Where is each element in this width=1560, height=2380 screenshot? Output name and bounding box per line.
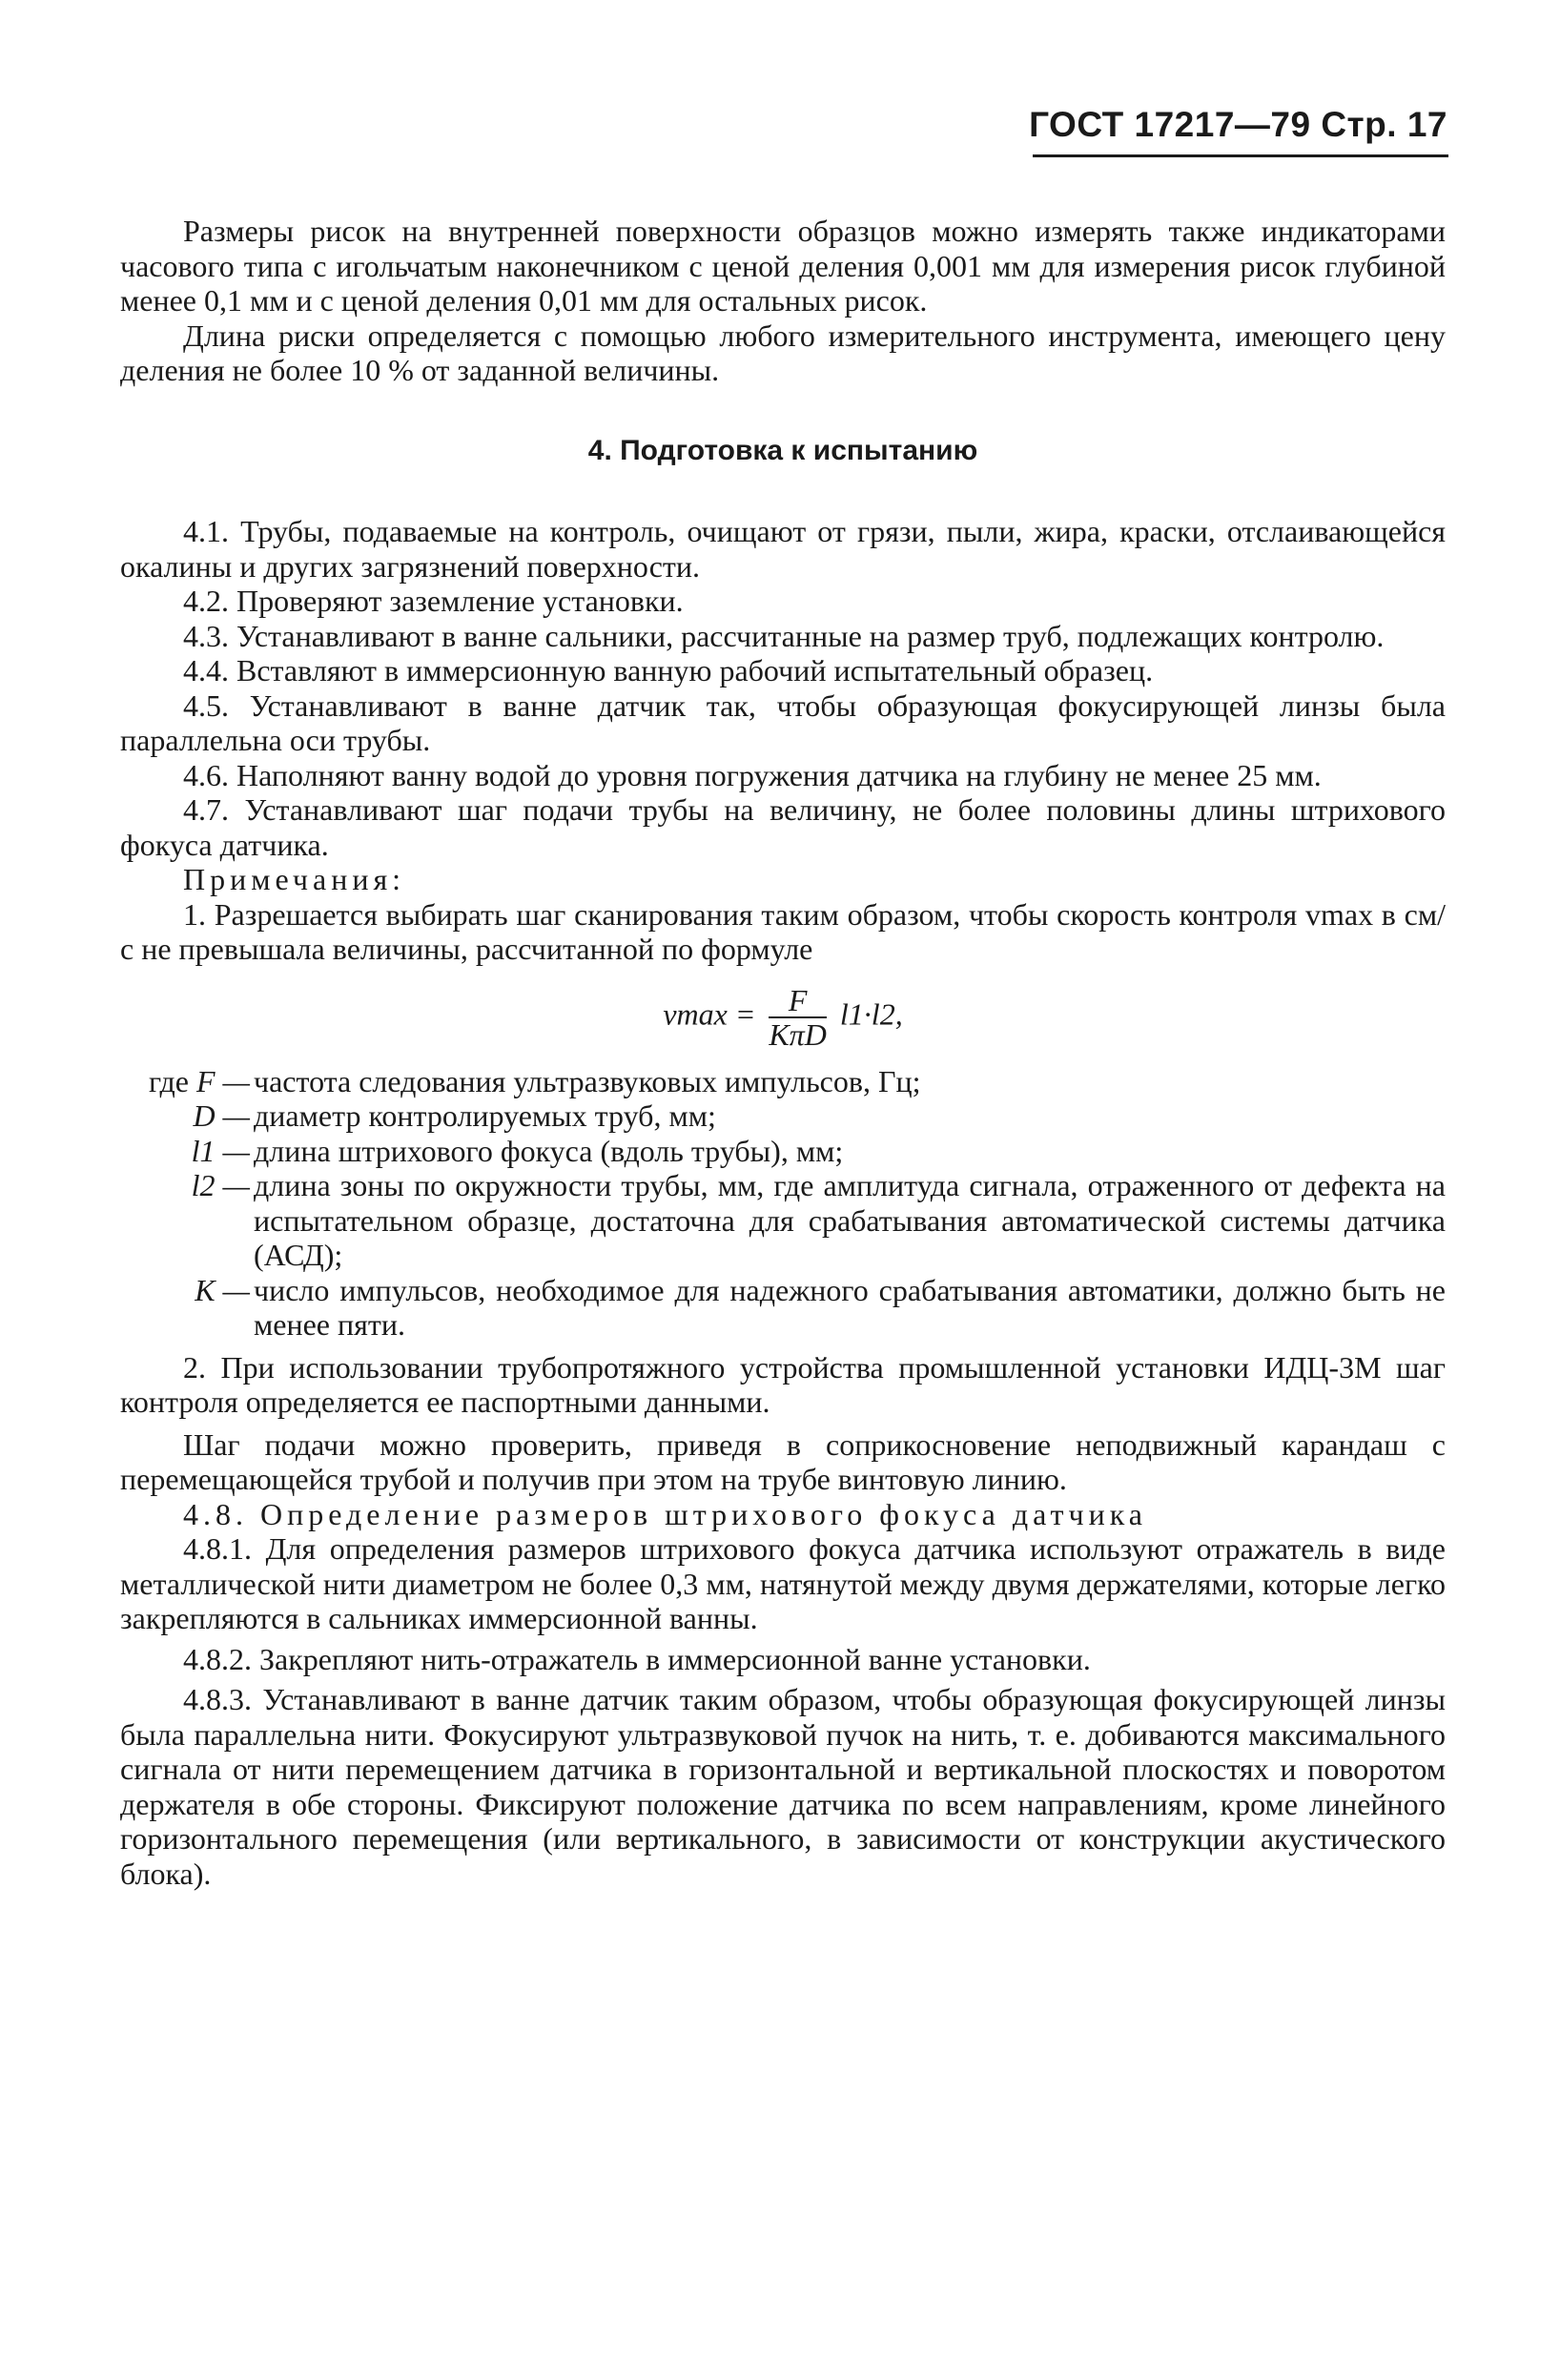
definition-item xyxy=(133,1098,1446,1134)
item-4-5: 4.5. Устанавливают в ванне датчик так, чтобы образующая фокусирующей линзы была параллельна оси трубы. xyxy=(120,687,1446,757)
formula xyxy=(120,984,1446,1051)
where-label: где xyxy=(148,1063,189,1098)
definition-item xyxy=(133,1134,1446,1169)
item-4-4: 4.4. Вставляют в иммерсионную ванную рабочий испытательный образец. xyxy=(183,653,1154,687)
item-4-8-2: 4.8.2. Закрепляют нить-отражатель в иммерсионной ванне установки. xyxy=(183,1641,1091,1676)
item-4-6: 4.6. Наполняют ванну водой до уровня погружения датчика на глубину не менее 25 мм. xyxy=(183,757,1322,792)
notes-label: Примечания: xyxy=(183,862,406,896)
document-body xyxy=(120,214,1446,1891)
formula-lhs: vmax = xyxy=(663,995,756,1031)
page-header: ГОСТ 17217—79 Стр. 17 xyxy=(1029,105,1447,144)
definition-text: диаметр контролируемых труб, мм; xyxy=(254,1098,716,1133)
section-heading: 4. Подготовка к испытанию xyxy=(587,434,978,466)
definition-item xyxy=(133,1168,1446,1273)
paragraph-intro-2: Длина риски определяется с помощью любого измерительного инструмента, имеющего цену деления не более 10 % от заданной величины. xyxy=(120,318,1446,387)
definition-item xyxy=(133,1273,1446,1343)
item-4-2: 4.2. Проверяют заземление установки. xyxy=(183,584,684,618)
item-4-8-1: 4.8.1. Для определения размеров штрихового фокуса датчика используют отражатель в виде металлической нити диаметром не более 0,3 мм, натянутой между двумя держателями, которые легко закрепляются в сальниках иммерсионной ванны. xyxy=(120,1531,1446,1635)
item-4-8-3: 4.8.3. Устанавливают в ванне датчик таким образом, чтобы образующая фокусирующей линзы была параллельна нити. Фокусируют ультразвуковой пучок на нить, т. е. добиваются максимального сигнала от нити перемещением датчика в горизонтальной и вертикальной плоскостях и поворотом держателя в обе стороны. Фиксируют положение датчика по всем направлениям, кроме линейного горизонтального перемещения (или вертикального, в зависимости от конструкции акустического блока). xyxy=(120,1682,1446,1891)
definition-item xyxy=(133,1064,1446,1099)
item-4-3: 4.3. Устанавливают в ванне сальники, рассчитанные на размер труб, подлежащих контролю. xyxy=(183,618,1385,653)
definition-text: число импульсов, необходимое для надежного срабатывания автоматики, должно быть не менее пяти. xyxy=(254,1272,1446,1342)
definition-symbol-text: F — xyxy=(196,1063,250,1098)
item-4-7: 4.7. Устанавливают шаг подачи трубы на величину, не более половины длины штрихового фокуса датчика. xyxy=(120,792,1446,862)
note-1: 1. Разрешается выбирать шаг сканирования таким образом, чтобы скорость контроля vmax в см/с не превышала величины, рассчитанной по формуле xyxy=(120,896,1446,966)
paragraph-intro-1: Размеры рисок на внутренней поверхности образцов можно измерять также индикаторами часового типа с игольчатым наконечником с ценой деления 0,001 мм для измерения рисок глубиной менее 0,1 мм и с ценой деления 0,01 мм для остальных рисок. xyxy=(120,214,1446,318)
formula-rhs: l1·l2, xyxy=(839,995,903,1031)
definition-symbol: D — xyxy=(193,1098,250,1133)
definition-symbol: K — xyxy=(195,1272,250,1307)
formula-denominator: KπD xyxy=(769,1016,827,1052)
header-rule xyxy=(1033,154,1448,157)
definition-symbol: l2 — xyxy=(191,1168,250,1202)
definition-symbol: l1 — xyxy=(191,1133,250,1168)
definitions-list xyxy=(133,1064,1446,1343)
note-2: 2. При использовании трубопротяжного устройства промышленной установки ИДЦ-3М шаг контроля определяется ее паспортными данными. xyxy=(120,1349,1446,1419)
definition-text: длина штрихового фокуса (вдоль трубы), мм; xyxy=(254,1133,844,1168)
item-4-8-title: 4.8. Определение размеров штрихового фокуса датчика xyxy=(183,1496,1147,1531)
definition-text: частота следования ультразвуковых импульсов, Гц; xyxy=(254,1063,921,1098)
paragraph-step-check: Шаг подачи можно проверить, приведя в соприкосновение неподвижный карандаш с перемещающейся трубой и получив при этом на трубе винтовую линию. xyxy=(120,1426,1446,1496)
formula-numerator: F xyxy=(769,984,826,1018)
formula-fraction xyxy=(769,984,826,1051)
item-4-1: 4.1. Трубы, подаваемые на контроль, очищают от грязи, пыли, жира, краски, отслаивающейся окалины и других загрязнений поверхности. xyxy=(120,514,1446,584)
definition-symbol xyxy=(133,1064,254,1099)
definition-text: длина зоны по окружности трубы, мм, где амплитуда сигнала, отраженного от дефекта на испытательном образце, достаточна для срабатывания автоматической системы датчика (АСД); xyxy=(254,1168,1446,1272)
